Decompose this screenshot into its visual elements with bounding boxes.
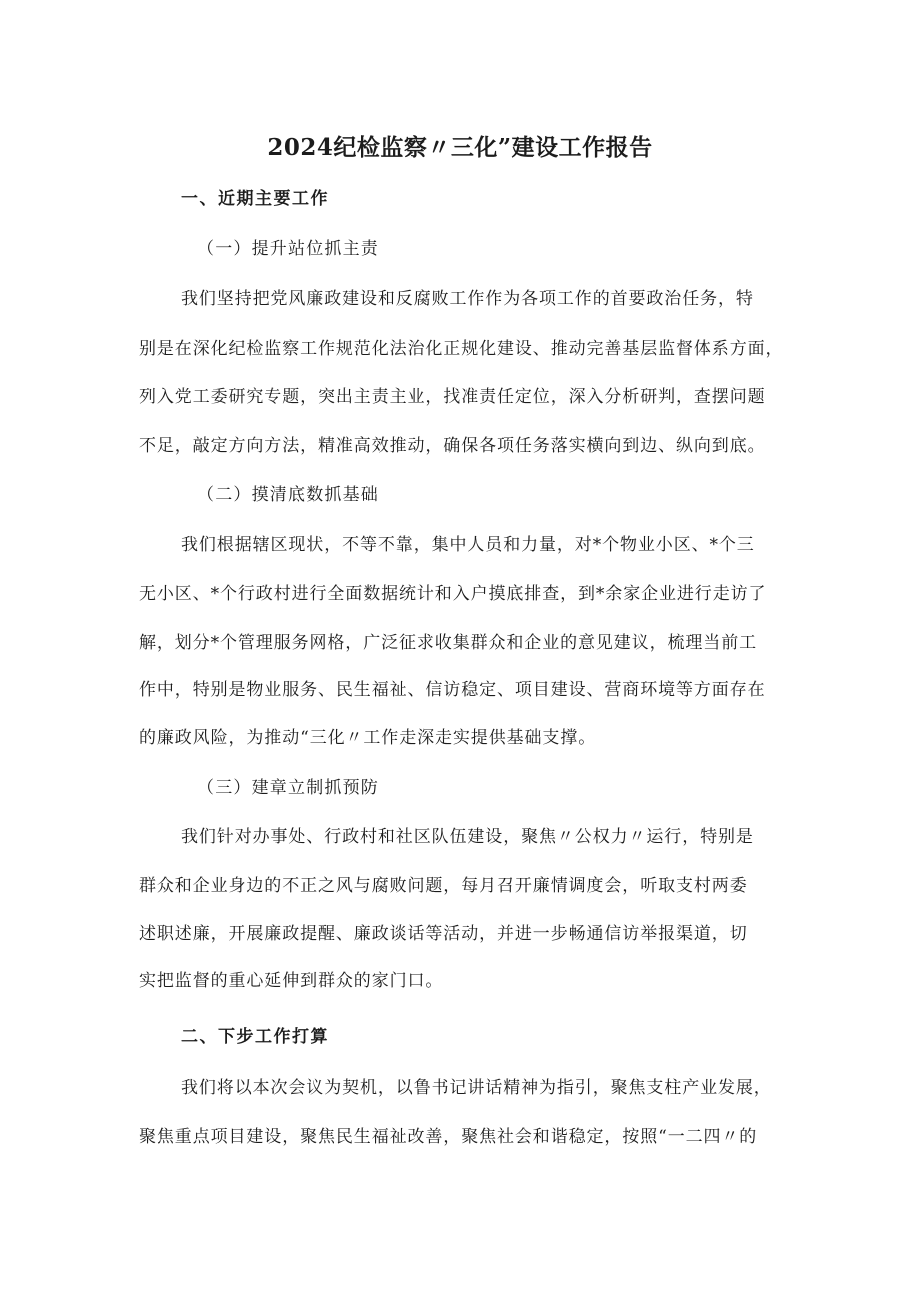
document-title: 2024纪检监察〃三化”建设工作报告 (267, 134, 653, 161)
paragraph-line: 解，划分*个管理服务网格，广泛征求收集群众和企业的意见建议，梳理当前工 (139, 633, 757, 653)
subsection-heading-1: （一）提升站位抓主责 (197, 239, 379, 259)
section-heading-recent-work: 一、近期主要工作 (181, 189, 329, 209)
paragraph-line: 我们将以本次会议为契机，以鲁书记讲话精神为指引，聚焦支柱产业发展， (181, 1078, 772, 1098)
paragraph-line: 我们根据辖区现状，不等不靠，集中人员和力量，对*个物业小区、*个三 (181, 535, 755, 555)
paragraph-line: 的廉政风险，为推动“三化〃工作走深走实提供基础支撑。 (139, 728, 597, 748)
paragraph-line: 不足，敲定方向方法，精准高效推动，确保各项任务落实横向到边、纵向到底。 (139, 436, 766, 456)
paragraph-line: 述职述廉，开展廉政提醒、廉政谈话等活动，并进一步畅通信访举报渠道，切 (139, 924, 748, 944)
paragraph-line: 无小区、*个行政村进行全面数据统计和入户摸底排查，到*余家企业进行走访了 (139, 584, 767, 604)
section-heading-next-steps: 二、下步工作打算 (181, 1027, 329, 1047)
paragraph-line: 聚焦重点项目建设，聚焦民生福祉改善，聚焦社会和谐稳定，按照“一二四〃的 (139, 1127, 758, 1147)
paragraph-line: 列入党工委研究专题，突出主责主业，找准责任定位，深入分析研判，查摆问题 (139, 387, 766, 407)
subsection-heading-2: （二）摸清底数抓基础 (197, 485, 379, 505)
paragraph-line: 我们针对办事处、行政村和社区队伍建设，聚焦〃公权力〃运行，特别是 (181, 827, 754, 847)
paragraph-line: 实把监督的重心延伸到群众的家门口。 (139, 971, 444, 991)
subsection-heading-3: （三）建章立制抓预防 (197, 778, 379, 798)
paragraph-line: 我们坚持把党风廉政建设和反腐败工作作为各项工作的首要政治任务，特 (181, 289, 754, 309)
paragraph-line: 作中，特别是物业服务、民生福祉、信访稳定、项目建设、营商环境等方面存在 (139, 680, 766, 700)
paragraph-line: 群众和企业身边的不正之风与腐败问题，每月召开廉情调度会，听取支村两委 (139, 876, 748, 896)
paragraph-line: 别是在深化纪检监察工作规范化法治化正规化建设、推动完善基层监督体系方面， (139, 339, 784, 359)
